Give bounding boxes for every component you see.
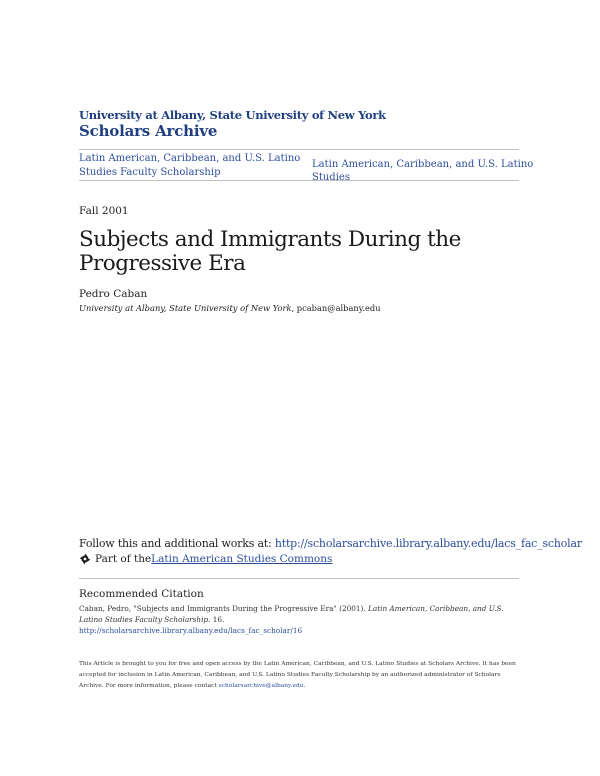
citation-end: . 16. — [208, 615, 225, 624]
citation-text — [79, 603, 524, 636]
collection-link-department[interactable]: Latin American, Caribbean, and U.S. Latino Studies — [312, 159, 534, 183]
commons-link[interactable]: Latin American Studies Commons — [151, 553, 333, 565]
affiliation-text: University at Albany, State University of New York — [79, 303, 292, 313]
notice-text: This Article is brought to you for free and open access by the Latin American, Caribbean, and U.S. Latino Studies at Scholars Archive. It has been accepted for inclusion in Latin American, Caribbean, and U.S. Latino Studies Faculty Scholarship by an authorized administrator of Scholars Archive. For more information, please contact — [79, 661, 516, 689]
publication-date: Fall 2001 — [79, 205, 129, 217]
repository-name[interactable]: Scholars Archive — [79, 122, 218, 140]
follow-url-link[interactable]: http://scholarsarchive.library.albany.edu/lacs_fac_scholar — [274, 537, 582, 550]
citation-start: Caban, Pedro, "Subjects and Immigrants During the Progressive Era" (2001). — [79, 604, 369, 613]
part-of-line — [79, 553, 519, 565]
author-affiliation: University at Albany, State University of New York, pcaban@albany.edu — [79, 303, 381, 313]
access-notice — [79, 659, 524, 692]
citation-divider — [79, 578, 519, 579]
author-email[interactable]: pcaban@albany.edu — [296, 303, 381, 313]
top-divider — [79, 149, 519, 150]
open-access-icon — [79, 553, 91, 565]
institution-name[interactable]: University at Albany, State University of New York — [79, 108, 386, 122]
citation-heading: Recommended Citation — [79, 588, 204, 600]
citation-url-link[interactable]: http://scholarsarchive.library.albany.edu/lacs_fac_scholar/16 — [79, 626, 303, 635]
notice-end: . — [303, 683, 306, 689]
part-of-label: Part of the — [95, 553, 152, 565]
collection-link-faculty-scholarship[interactable]: Latin American, Caribbean, and U.S. Latino Studies Faculty Scholarship — [79, 153, 301, 178]
bottom-divider — [79, 180, 519, 181]
follow-label: Follow this and additional works at: — [79, 537, 275, 550]
article-title: Subjects and Immigrants During the Progressive Era — [79, 227, 461, 276]
author-name: Pedro Caban — [79, 288, 148, 300]
citation-series: Latin American, Caribbean, and U.S. Latino Studies Faculty Scholarship — [79, 604, 504, 624]
follow-line — [79, 537, 582, 550]
contact-email-link[interactable]: scholarsarchive@albany.edu — [218, 683, 304, 689]
